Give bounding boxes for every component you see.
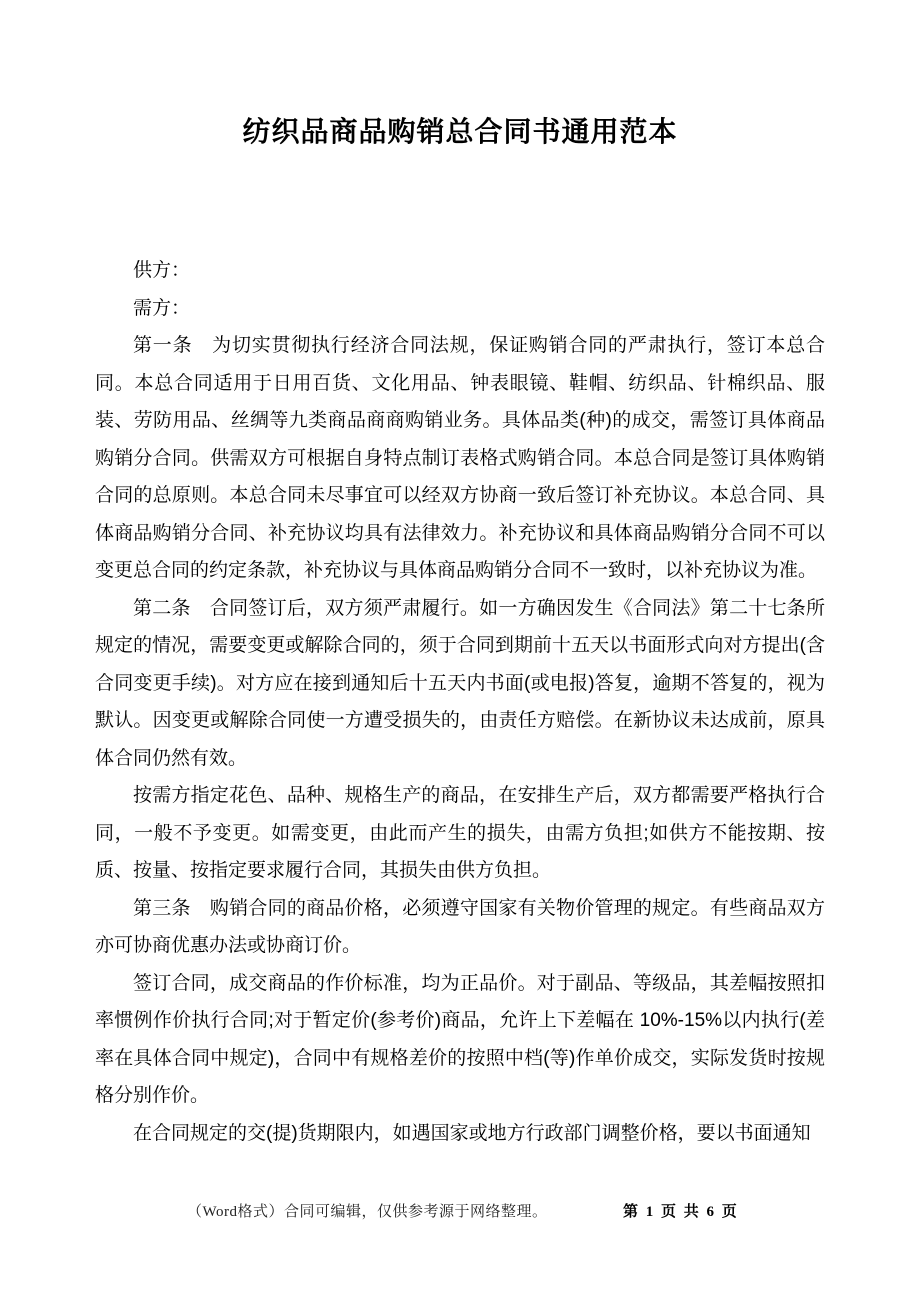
article-3: 第三条 购销合同的商品价格，必须遵守国家有关物价管理的规定。有些商品双方亦可协商优惠办法或协商订价。 bbox=[95, 897, 825, 956]
article-1: 第一条 为切实贯彻执行经济合同法规，保证购销合同的严肃执行，签订本总合同。本总合同适用于日用百货、文化用品、钟表眼镜、鞋帽、纺织品、针棉织品、服装、劳防用品、丝绸等九类商品商商购销业务。具体品类(种)的成交，需签订具体商品购销分合同。供需双方可根据自身特点制订表格式购销合同。本总合同是签订具体购销合同的总原则。本总合同未尽事宜可以经双方协商一致后签订补充协议。本总合同、具体商品购销分合同、补充协议均具有法律效力。补充协议和具体商品购销分合同不可以变更总合同的约定条款，补充协议与具体商品购销分合同不一致时，以补充协议为准。 bbox=[95, 335, 825, 581]
article-3-pricing: 签订合同，成交商品的作价标准，均为正品价。对于副品、等级品，其差幅按照扣率惯例作价执行合同;对于暂定价(参考价)商品，允许上下差幅在 10%-15%以内执行(差率在具体合同中规定)，合同中有规格差价的按照中档(等)作单价成交，实际发货时按规格分别作价。 bbox=[95, 972, 825, 1106]
article-2: 第二条 合同签订后，双方须严肃履行。如一方确因发生《合同法》第二十七条所规定的情况，需要变更或解除合同的，须于合同到期前十五天以书面形式向对方提出(含合同变更手续)。对方应在接到通知后十五天内书面(或电报)答复，逾期不答复的，视为默认。因变更或解除合同使一方遭受损失的，由责任方赔偿。在新协议未达成前，原具体合同仍然有效。 bbox=[95, 597, 825, 769]
article-3-adjustment: 在合同规定的交(提)货期限内，如遇国家或地方行政部门调整价格，要以书面通知 bbox=[133, 1122, 811, 1144]
page-footer bbox=[0, 1200, 920, 1230]
article-2-supplement: 按需方指定花色、品种、规格生产的商品，在安排生产后，双方都需要严格执行合同，一般不予变更。如需变更，由此而产生的损失，由需方负担;如供方不能按期、按质、按量、按指定要求履行合同，其损失由供方负担。 bbox=[95, 785, 825, 881]
document-body bbox=[95, 252, 825, 1152]
footer-page-number: 第 1 页 共 6 页 bbox=[623, 1204, 739, 1220]
supplier-line: 供方： bbox=[133, 260, 191, 281]
document-title: 纺织品商品购销总合同书通用范本 bbox=[242, 116, 678, 147]
footer-note: （Word格式）合同可编辑，仅供参考源于网络整理。 bbox=[187, 1204, 548, 1220]
buyer-line: 需方： bbox=[133, 297, 191, 319]
